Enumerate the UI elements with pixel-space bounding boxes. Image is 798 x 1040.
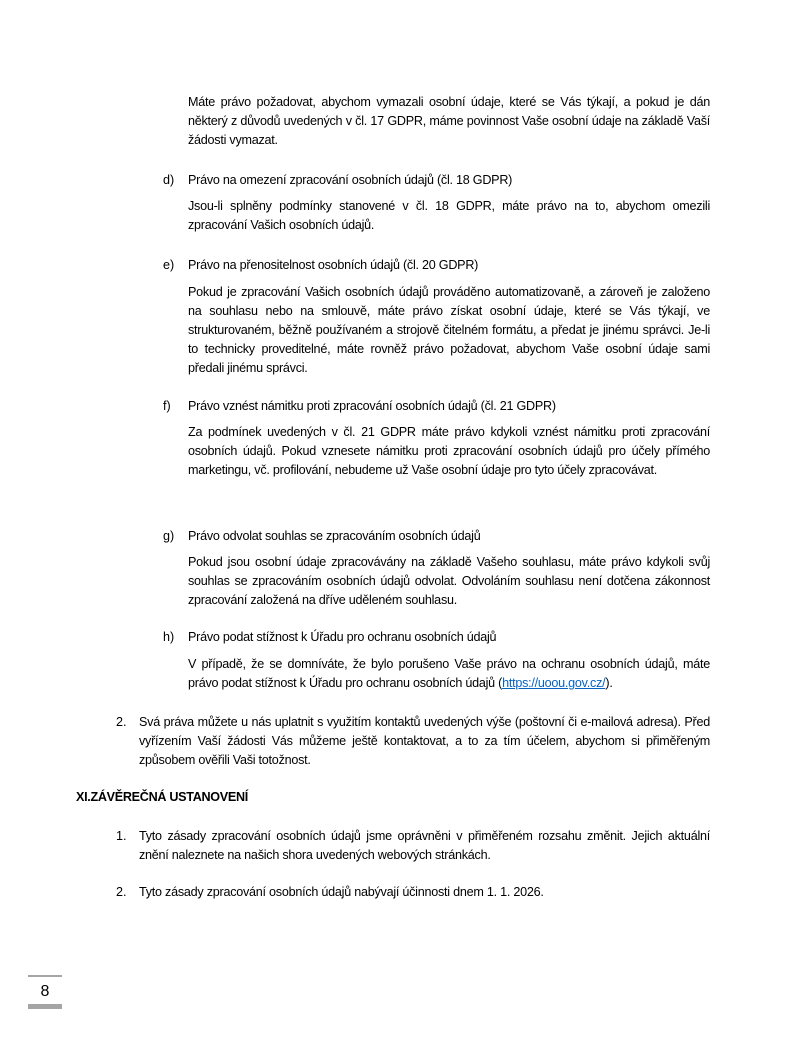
section-xi-item-2-number: 2.	[116, 885, 127, 899]
right-e-text: Pokud je zpracování Vašich osobních údajů prováděno automatizovaně, a zároveň je založeno na souhlasu nebo na smlouvě, máte právo získat osobní údaje, které se Vás týkají, ve strukturovaném, běžně používaném a strojově čitelném formátu, a předat je jinému správci. Je-li to technicky proveditelné, máte rovněž právo požadovat, abychom Vaše osobní údaje sami předali jinému správci.	[188, 285, 710, 375]
item-2-number: 2.	[116, 715, 127, 729]
page-number-box	[28, 975, 62, 1009]
right-h-text	[188, 655, 710, 693]
right-g-text: Pokud jsou osobní údaje zpracovávány na základě Vašeho souhlasu, máte právo kdykoli svůj souhlas se zpracováním osobních údajů odvolat. Odvoláním souhlasu není dotčena zákonnost zpracování založená na dříve uděleném souhlasu.	[188, 555, 710, 607]
section-xi-item-1-number: 1.	[116, 829, 127, 843]
section-xi-item-1-text: Tyto zásady zpracování osobních údajů jsme oprávněni v přiměřeném rozsahu změnit. Jejich aktuální znění naleznete na našich shora uvedených webových stránkách.	[139, 829, 710, 862]
section-xi-item-2-text: Tyto zásady zpracování osobních údajů nabývají účinnosti dnem 1. 1. 2026.	[139, 885, 544, 899]
right-g-letter: g)	[163, 529, 175, 543]
right-f-text: Za podmínek uvedených v čl. 21 GDPR máte právo kdykoli vznést námitku proti zpracování osobních údajů. Pokud vznesete námitku proti zpracování osobních údajů pro účely přímého marketingu, vč. profilování, nebudeme už Vaše osobní údaje pro tyto účely zpracovávat.	[188, 425, 710, 477]
right-f-letter: f)	[163, 399, 171, 413]
page-number-top-rule	[28, 975, 62, 977]
right-g-title: Právo odvolat souhlas se zpracováním osobních údajů	[188, 529, 481, 543]
item-2-text: Svá práva můžete u nás uplatnit s využitím kontaktů uvedených výše (poštovní či e-mailová adresa). Před vyřízením Vaší žádosti Vás můžeme ještě kontaktovat, a to za tím účelem, abychom si přiměřeným způsobem ověřili Vaši totožnost.	[139, 715, 710, 767]
right-d-text: Jsou-li splněny podmínky stanovené v čl. 18 GDPR, máte právo na to, abychom omezili zpracování Vašich osobních údajů.	[188, 199, 710, 232]
right-f-title: Právo vznést námitku proti zpracování osobních údajů (čl. 21 GDPR)	[188, 399, 556, 413]
right-e-letter: e)	[163, 258, 175, 272]
right-h-letter: h)	[163, 630, 175, 644]
right-d-letter: d)	[163, 173, 175, 187]
uoou-link[interactable]: https://uoou.gov.cz/	[502, 676, 606, 690]
page-number: 8	[40, 983, 50, 1000]
right-e-title: Právo na přenositelnost osobních údajů (čl. 20 GDPR)	[188, 258, 479, 272]
page-number-bottom-bar	[28, 1004, 62, 1009]
right-h-title: Právo podat stížnost k Úřadu pro ochranu osobních údajů	[188, 630, 497, 644]
right-h-text-after: ).	[605, 676, 613, 690]
right-h-text-before: V případě, že se domníváte, že bylo porušeno Vaše právo na ochranu osobních údajů, máte právo podat stížnost k Úřadu pro ochranu osobních údajů (	[188, 657, 710, 690]
section-xi-heading: XI.ZÁVĚREČNÁ USTANOVENÍ	[76, 790, 248, 804]
right-d-title: Právo na omezení zpracování osobních údajů (čl. 18 GDPR)	[188, 173, 513, 187]
erasure-paragraph: Máte právo požadovat, abychom vymazali osobní údaje, které se Vás týkají, a pokud je dán některý z důvodů uvedených v čl. 17 GDPR, máme povinnost Vaše osobní údaje na základě Vaší žádosti vymazat.	[188, 95, 710, 147]
